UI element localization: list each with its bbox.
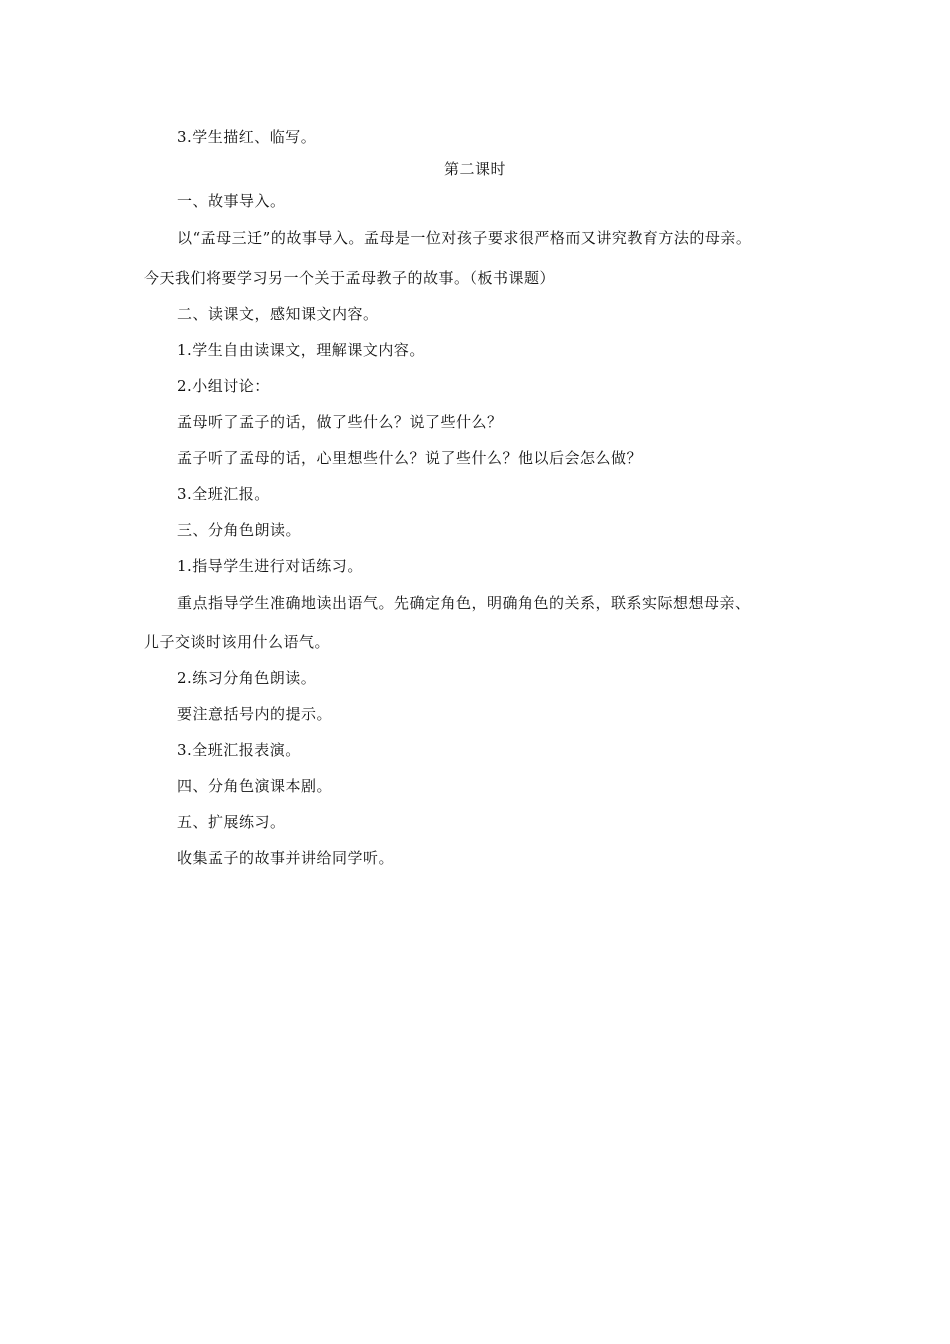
paragraph-tone-line-2: 儿子交谈时该用什么语气。 [144, 633, 331, 651]
question-mencius: 孟子听了孟母的话，心里想些什么？说了些什么？他以后会怎么做？ [177, 449, 643, 467]
question-mother: 孟母听了孟子的话，做了些什么？说了些什么？ [177, 413, 503, 431]
step-free-reading: 1.学生自由读课文，理解课文内容。 [177, 341, 425, 359]
heading-read-text: 二、读课文，感知课文内容。 [177, 305, 379, 323]
paragraph-intro-line-2: 今天我们将要学习另一个关于孟母教子的故事。（板书课题） [144, 269, 556, 287]
heading-story-intro: 一、故事导入。 [177, 192, 286, 210]
note-bracket-hints: 要注意括号内的提示。 [177, 705, 333, 723]
paragraph-intro-line-1: 以“孟母三迁”的故事导入。孟母是一位对孩子要求很严格而又讲究教育方法的母亲。 [177, 229, 752, 247]
heading-extension-practice: 五、扩展练习。 [177, 813, 286, 831]
step-group-discussion: 2.小组讨论： [177, 377, 270, 395]
heading-play-performance: 四、分角色演课本剧。 [177, 777, 333, 795]
heading-role-reading: 三、分角色朗读。 [177, 521, 302, 539]
step-dialogue-practice: 1.指导学生进行对话练习。 [177, 557, 363, 575]
step-class-performance: 3.全班汇报表演。 [177, 741, 301, 759]
task-collect-stories: 收集孟子的故事并讲给同学听。 [177, 849, 395, 867]
paragraph-tone-line-1: 重点指导学生准确地读出语气。先确定角色，明确角色的关系，联系实际想想母亲、 [177, 594, 751, 612]
step-trace-write: 3.学生描红、临写。 [177, 128, 317, 146]
step-class-report: 3.全班汇报。 [177, 485, 270, 503]
step-role-reading-practice: 2.练习分角色朗读。 [177, 669, 317, 687]
section-title-second-lesson: 第二课时 [443, 160, 506, 178]
